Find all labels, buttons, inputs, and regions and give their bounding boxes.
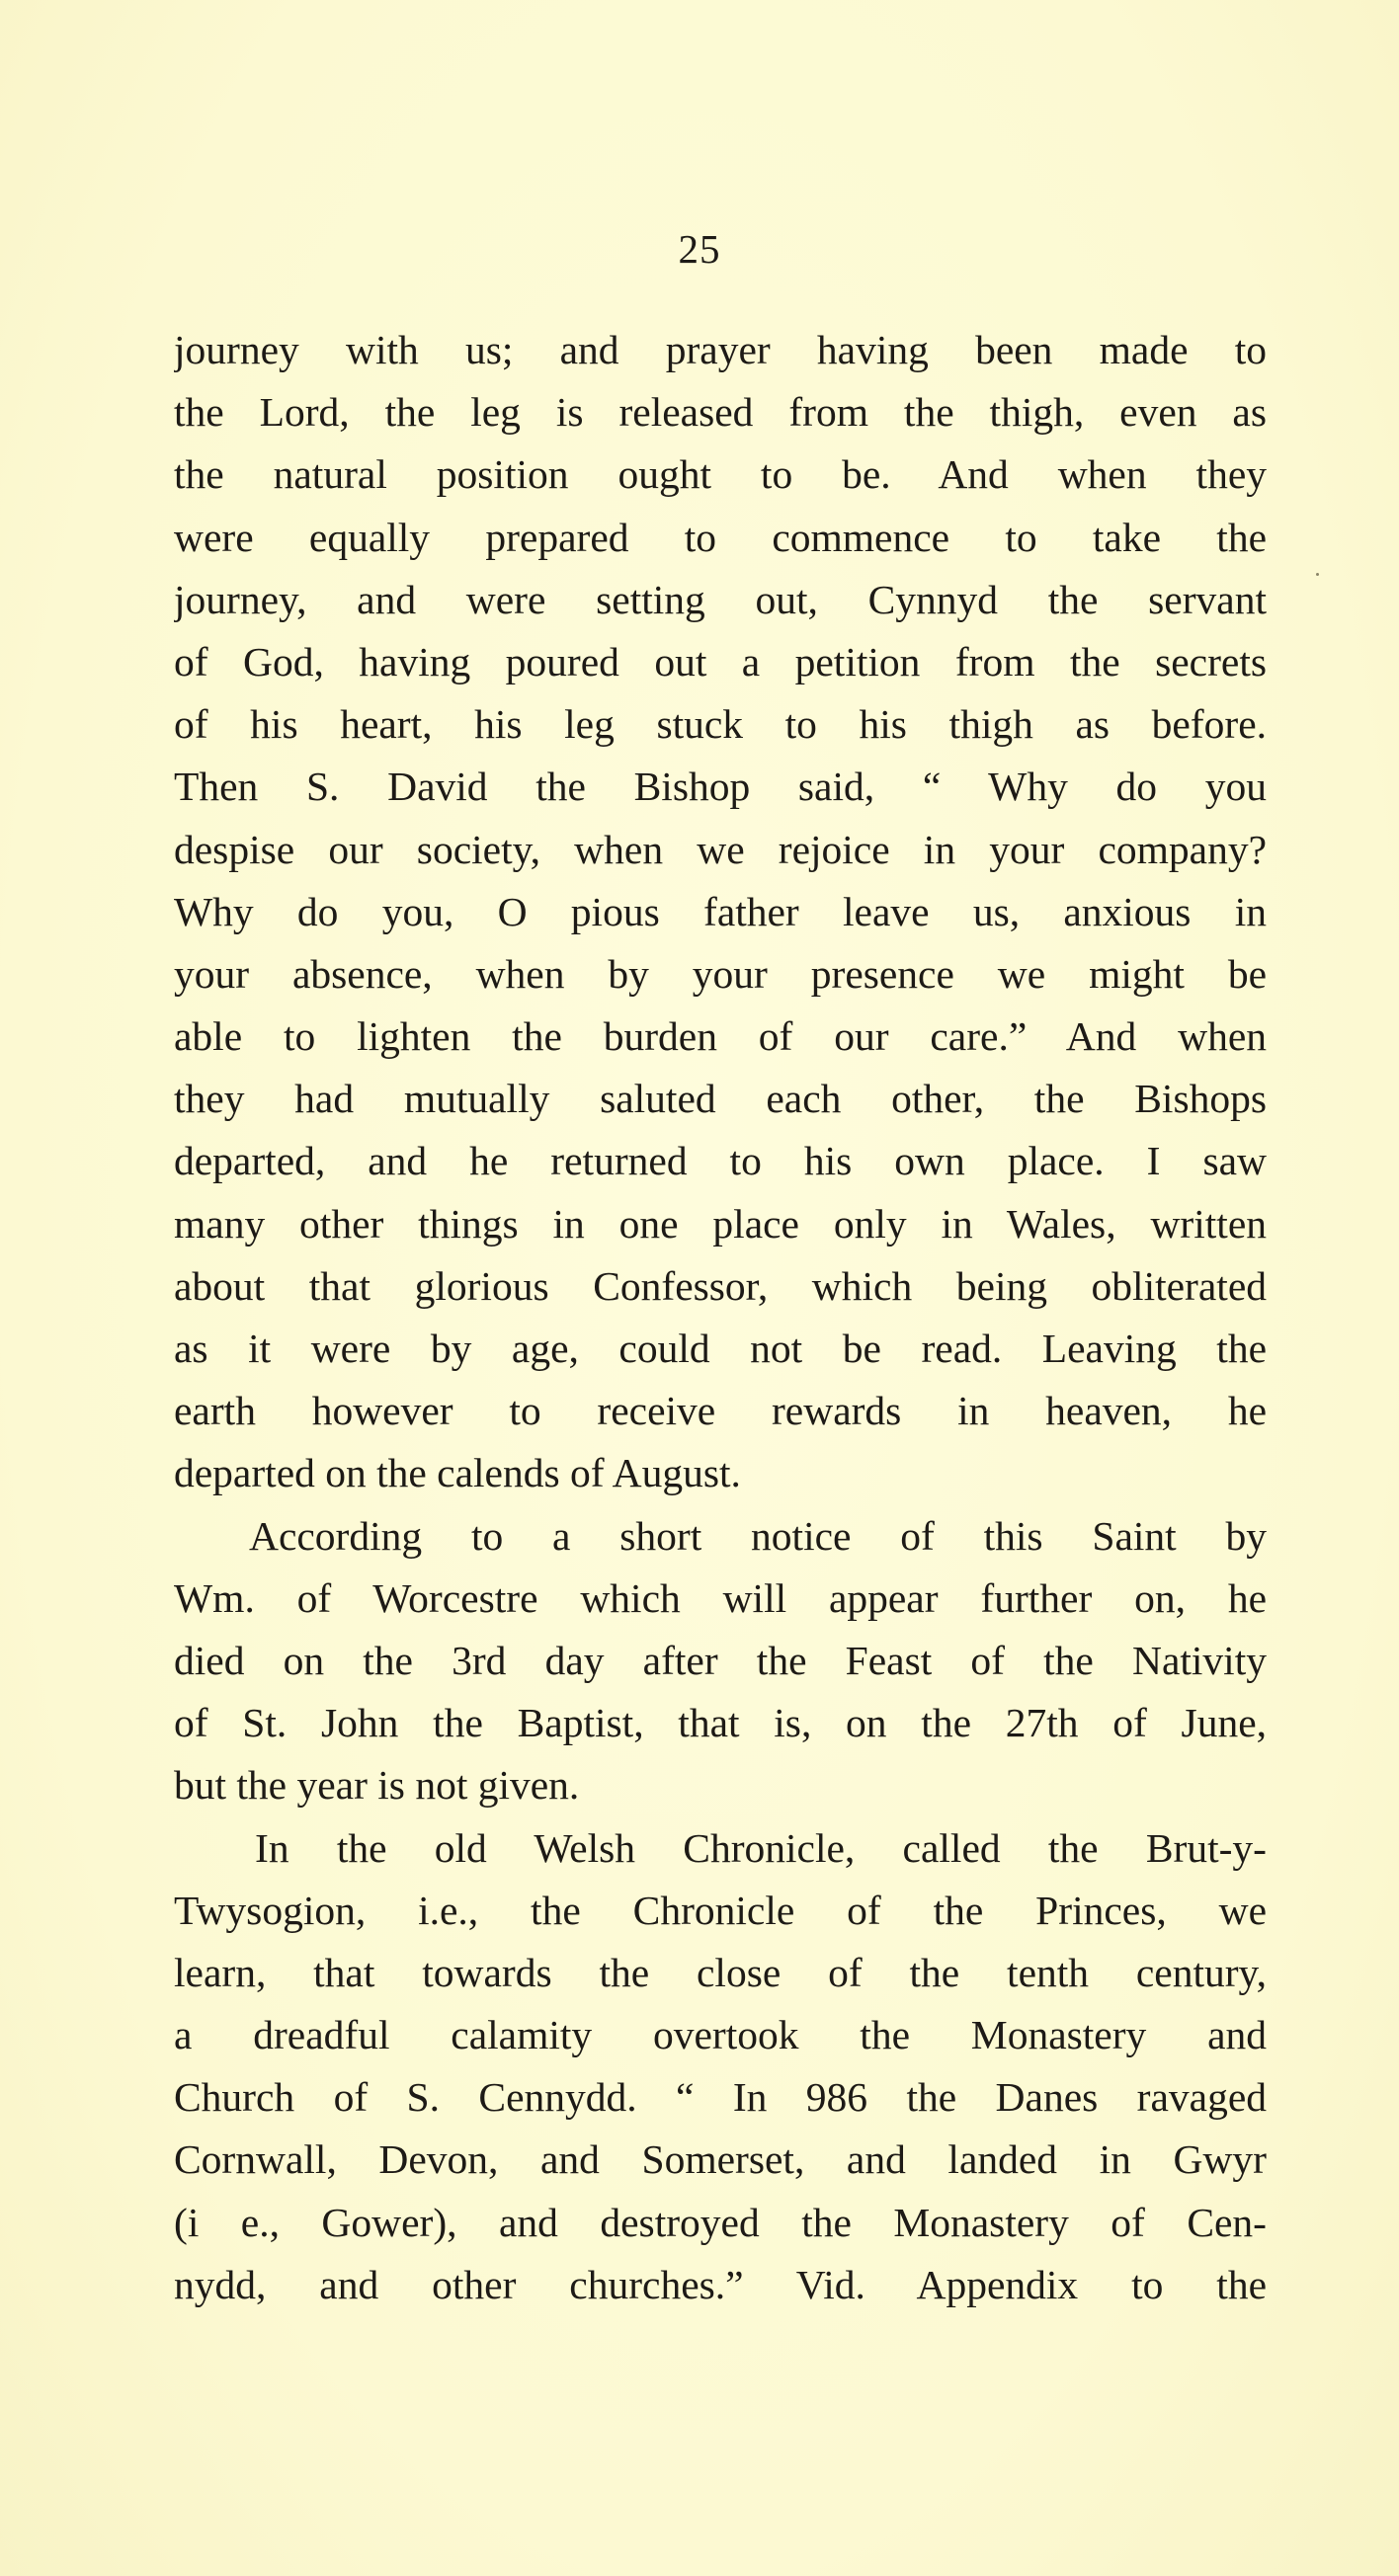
page-number: 25 [678, 226, 721, 272]
paper-speck [1316, 573, 1319, 576]
text-line: departed, and he returned to his own place. I saw [174, 1138, 1267, 1184]
text-line: were equally prepared to commence to take the [174, 514, 1267, 560]
text-line: earth however to receive rewards in heaven, he [174, 1388, 1267, 1434]
text-line: able to lighten the burden of our care.” And when [174, 1013, 1267, 1060]
text-line: a dreadful calamity overtook the Monastery and [174, 2012, 1267, 2058]
text-line: your absence, when by your presence we might be [174, 950, 1267, 997]
text-line: journey, and were setting out, Cynnyd the servant [174, 576, 1267, 622]
text-line: of his heart, his leg stuck to his thigh as before. [174, 701, 1267, 748]
text-line: the natural position ought to be. And when they [174, 451, 1267, 498]
text-line: as it were by age, could not be read. Leaving the [174, 1326, 1267, 1371]
text-line: According to a short notice of this Saint by [249, 1512, 1267, 1559]
body-text [174, 319, 1267, 2316]
text-line: many other things in one place only in Wales, written [174, 1200, 1267, 1247]
text-line: of St. John the Baptist, that is, on the 27th of June, [174, 1700, 1267, 1746]
text-line: despise our society, when we rejoice in your company? [174, 826, 1267, 872]
text-line: Church of S. Cennydd. “ In 986 the Danes ravaged [174, 2074, 1267, 2121]
text-line: Why do you, O pious father leave us, anxious in [174, 888, 1267, 934]
text-line: Cornwall, Devon, and Somerset, and landed in Gwyr [174, 2136, 1267, 2183]
text-line: Then S. David the Bishop said, “ Why do you [174, 764, 1267, 810]
text-line: they had mutually saluted each other, the Bishops [174, 1076, 1267, 1122]
text-line: but the year is not given. [174, 1762, 580, 1809]
text-line: learn, that towards the close of the tenth century, [174, 1949, 1267, 1995]
text-line: about that glorious Confessor, which being obliterated [174, 1262, 1267, 1309]
text-line: died on the 3rd day after the Feast of the Nativity [174, 1637, 1267, 1683]
text-line: (i e., Gower), and destroyed the Monastery of Cen- [174, 2199, 1267, 2245]
text-line: departed on the calends of August. [174, 1450, 741, 1496]
text-line: journey with us; and prayer having been made to [174, 327, 1267, 372]
text-line: of God, having poured out a petition from the secrets [174, 638, 1267, 684]
text-line: nydd, and other churches.” Vid. Appendix to the [174, 2261, 1267, 2307]
text-line: Wm. of Worcestre which will appear further on, he [174, 1574, 1267, 1621]
text-line: Twysogion, i.e., the Chronicle of the Princes, we [174, 1887, 1267, 1933]
text-line: In the old Welsh Chronicle, called the Brut-y- [255, 1824, 1267, 1871]
text-line: the Lord, the leg is released from the thigh, even as [174, 389, 1267, 436]
